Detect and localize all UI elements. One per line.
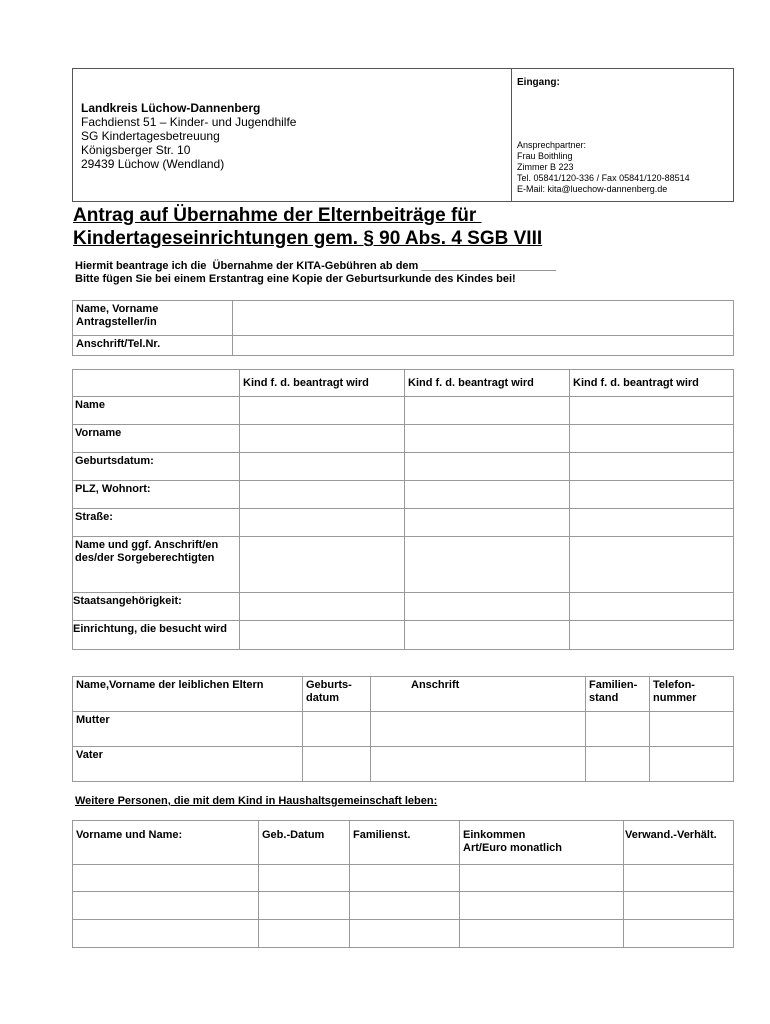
- household-section-title: Weitere Personen, die mit dem Kind in Haushaltsgemeinschaft leben:: [75, 795, 438, 807]
- mother-phone-field[interactable]: [650, 712, 734, 747]
- receipt-label: Eingang:: [517, 77, 560, 88]
- household-marital-field[interactable]: [350, 865, 460, 892]
- household-marital-field[interactable]: [350, 892, 460, 920]
- child-row-label: Vorname: [73, 425, 240, 453]
- applicant-name-field[interactable]: [233, 301, 734, 336]
- household-relation-field[interactable]: [624, 892, 734, 920]
- child-2-facility-field[interactable]: [405, 621, 570, 650]
- child-3-city-field[interactable]: [570, 481, 734, 509]
- child-1-guardian-field[interactable]: [240, 537, 405, 593]
- household-income-field[interactable]: [460, 865, 624, 892]
- contact-info: [517, 140, 690, 195]
- table-row: [73, 712, 734, 747]
- table-header-row: [73, 677, 734, 712]
- child-1-street-field[interactable]: [240, 509, 405, 537]
- household-income-field[interactable]: [460, 920, 624, 948]
- table-row: [73, 892, 734, 920]
- child-3-guardian-field[interactable]: [570, 537, 734, 593]
- child-2-nationality-field[interactable]: [405, 593, 570, 621]
- household-name-field[interactable]: [73, 865, 259, 892]
- child-header-2: Kind f. d. beantragt wird: [405, 370, 570, 397]
- contact-phone-fax: Tel. 05841/120-336 / Fax 05841/120-88514: [517, 173, 690, 183]
- child-1-firstname-field[interactable]: [240, 425, 405, 453]
- table-row: [73, 920, 734, 948]
- child-row-label: Name und ggf. Anschrift/en des/der Sorgeberechtigten: [73, 537, 240, 593]
- table-row: [73, 336, 734, 356]
- household-header-birthdate: Geb.-Datum: [259, 821, 350, 865]
- table-row: [73, 593, 734, 621]
- father-address-field[interactable]: [371, 747, 586, 782]
- child-row-label: Staatsangehörigkeit:: [73, 593, 240, 621]
- receipt-stamp-box: [511, 68, 734, 202]
- household-name-field[interactable]: [73, 892, 259, 920]
- household-birthdate-field[interactable]: [259, 892, 350, 920]
- authority-address: [81, 101, 296, 171]
- table-row: [73, 621, 734, 650]
- household-income-field[interactable]: [460, 892, 624, 920]
- table-row: [73, 453, 734, 481]
- table-row: [73, 425, 734, 453]
- parents-header-marital: Familien- stand: [586, 677, 650, 712]
- household-birthdate-field[interactable]: [259, 920, 350, 948]
- intro-text: [75, 260, 556, 286]
- child-row-label: Name: [73, 397, 240, 425]
- household-birthdate-field[interactable]: [259, 865, 350, 892]
- father-phone-field[interactable]: [650, 747, 734, 782]
- child-3-facility-field[interactable]: [570, 621, 734, 650]
- child-header-3: Kind f. d. beantragt wird: [570, 370, 734, 397]
- child-1-city-field[interactable]: [240, 481, 405, 509]
- contact-email: E-Mail: kita@luechow-dannenberg.de: [517, 184, 668, 194]
- mother-birthdate-field[interactable]: [303, 712, 371, 747]
- household-header-income: Einkommen Art/Euro monatlich: [460, 821, 624, 865]
- contact-room: Zimmer B 223: [517, 162, 574, 172]
- father-birthdate-field[interactable]: [303, 747, 371, 782]
- form-title-line2: Kindertageseinrichtungen gem. § 90 Abs. 4 SGB VIII: [73, 228, 543, 249]
- child-row-label: Geburtsdatum:: [73, 453, 240, 481]
- child-header-blank: [73, 370, 240, 397]
- division: SG Kindertagesbetreuung: [81, 129, 220, 143]
- table-row: [73, 509, 734, 537]
- household-name-field[interactable]: [73, 920, 259, 948]
- contact-name: Frau Boithling: [517, 151, 573, 161]
- household-relation-field[interactable]: [624, 920, 734, 948]
- mother-address-field[interactable]: [371, 712, 586, 747]
- child-2-street-field[interactable]: [405, 509, 570, 537]
- child-1-birthdate-field[interactable]: [240, 453, 405, 481]
- child-1-facility-field[interactable]: [240, 621, 405, 650]
- department: Fachdienst 51 – Kinder- und Jugendhilfe: [81, 115, 297, 129]
- father-marital-field[interactable]: [586, 747, 650, 782]
- table-row: [73, 865, 734, 892]
- parents-header-name: Name,Vorname der leiblichen Eltern: [73, 677, 303, 712]
- city: 29439 Lüchow (Wendland): [81, 157, 225, 171]
- household-header-relation: Verwand.-Verhält.: [624, 821, 734, 865]
- contact-label: Ansprechpartner:: [517, 140, 587, 150]
- applicant-name-label: Name, Vorname Antragsteller/in: [73, 301, 233, 336]
- child-1-nationality-field[interactable]: [240, 593, 405, 621]
- table-row: [73, 481, 734, 509]
- child-3-firstname-field[interactable]: [570, 425, 734, 453]
- child-2-birthdate-field[interactable]: [405, 453, 570, 481]
- table-row: [73, 537, 734, 593]
- child-row-label: PLZ, Wohnort:: [73, 481, 240, 509]
- table-row: [73, 747, 734, 782]
- applicant-table: [72, 300, 734, 356]
- authority-address-box: [72, 68, 512, 202]
- child-2-name-field[interactable]: [405, 397, 570, 425]
- intro-line2: Bitte fügen Sie bei einem Erstantrag eine Kopie der Geburtsurkunde des Kindes bei!: [75, 273, 516, 285]
- table-row: [73, 301, 734, 336]
- intro-line1: Hiermit beantrage ich die Übernahme der KITA-Gebühren ab dem ______________________: [75, 260, 556, 272]
- child-3-nationality-field[interactable]: [570, 593, 734, 621]
- mother-marital-field[interactable]: [586, 712, 650, 747]
- child-2-city-field[interactable]: [405, 481, 570, 509]
- form-title: [73, 204, 542, 250]
- child-3-name-field[interactable]: [570, 397, 734, 425]
- child-2-guardian-field[interactable]: [405, 537, 570, 593]
- authority-name: Landkreis Lüchow-Dannenberg: [81, 101, 261, 115]
- household-header-marital: Familienst.: [350, 821, 460, 865]
- household-header-name: Vorname und Name:: [73, 821, 259, 865]
- child-header-1: Kind f. d. beantragt wird: [240, 370, 405, 397]
- table-header-row: [73, 821, 734, 865]
- applicant-address-field[interactable]: [233, 336, 734, 356]
- child-row-label: Straße:: [73, 509, 240, 537]
- mother-label: Mutter: [73, 712, 303, 747]
- table-header-row: [73, 370, 734, 397]
- child-2-firstname-field[interactable]: [405, 425, 570, 453]
- child-table: [72, 369, 734, 650]
- child-3-street-field[interactable]: [570, 509, 734, 537]
- street: Königsberger Str. 10: [81, 143, 191, 157]
- household-marital-field[interactable]: [350, 920, 460, 948]
- household-table: [72, 820, 734, 948]
- form-title-line1: Antrag auf Übernahme der Elternbeiträge für: [73, 205, 482, 226]
- applicant-address-label: Anschrift/Tel.Nr.: [73, 336, 233, 356]
- child-1-name-field[interactable]: [240, 397, 405, 425]
- parents-header-phone: Telefon- nummer: [650, 677, 734, 712]
- child-3-birthdate-field[interactable]: [570, 453, 734, 481]
- father-label: Vater: [73, 747, 303, 782]
- parents-table: [72, 676, 734, 782]
- parents-header-address: Anschrift: [371, 677, 586, 712]
- parents-header-birthdate: Geburts- datum: [303, 677, 371, 712]
- child-row-label: Einrichtung, die besucht wird: [73, 621, 240, 650]
- household-relation-field[interactable]: [624, 865, 734, 892]
- table-row: [73, 397, 734, 425]
